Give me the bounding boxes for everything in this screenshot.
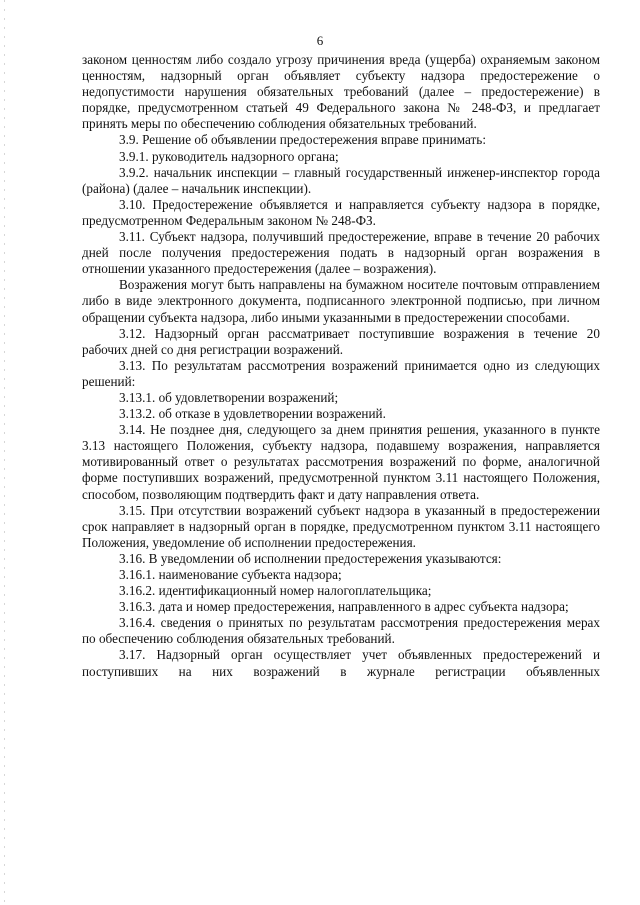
paragraph-3-9-2: 3.9.2. начальник инспекции – главный государственный инженер-инспектор города (района) (далее – начальник инспекции). [82,164,600,196]
paragraph-objections: Возражения могут быть направлены на бумажном носителе почтовым отправлением либо в виде электронного документа, подписанного электронной подписью, при личном обращении субъекта надзора, либо иными указанными в предостережении способами. [82,277,600,325]
paragraph-3-9-1: 3.9.1. руководитель надзорного органа; [119,148,339,164]
paragraph-continuation: законом ценностям либо создало угрозу причинения вреда (ущерба) охраняемым законом ценностям, надзорный орган объявляет субъекту надзора предостережение о недопустимости нарушения обязательных требований (далее – предостережение) в порядке, предусмотренном статьей 49 Федерального закона № 248-ФЗ, и предлагает принять меры по обеспечению соблюдения обязательных требований. [82,52,600,132]
paragraph-3-13-2: 3.13.2. об отказе в удовлетворении возражений. [119,406,386,422]
paragraph-3-16-1: 3.16.1. наименование субъекта надзора; [119,567,342,582]
paragraph-3-16-4: 3.16.4. сведения о принятых по результатам рассмотрения предостережения мерах по обеспечению соблюдения обязательных требований. [82,615,600,647]
paragraph-3-14: 3.14. Не позднее дня, следующего за днем принятия решения, указанного в пункте 3.13 настоящего Положения, субъекту надзора, подавшему возражения, направляется мотивированный ответ о результатах рассмотрения возражений по форме, аналогичной форме поступивших возражений, предусмотренной пунктом 3.11 настоящего Положения, способом, позволяющим подтвердить факт и дату направления ответа. [82,422,600,502]
paragraph-3-17: 3.17. Надзорный орган осуществляет учет объявленных предостережений и поступивших на них возражений в журнале регистрации объявленных [82,647,600,679]
page-number: 6 [316,33,324,48]
paragraph-3-16: 3.16. В уведомлении об исполнении предостережения указываются: [119,550,502,566]
paragraph-3-13: 3.13. По результатам рассмотрения возражений принимается одно из следующих решений: [82,357,600,389]
paragraph-3-16-3: 3.16.3. дата и номер предостережения, направленного в адрес субъекта надзора; [119,599,569,615]
paragraph-3-13-1: 3.13.1. об удовлетворении возражений; [119,389,339,405]
paragraph-3-10: 3.10. Предостережение объявляется и направляется субъекту надзора в порядке, предусмотренном Федеральным законом № 248-ФЗ. [82,196,600,228]
document-body [82,52,600,680]
paragraph-3-16-2: 3.16.2. идентификационный номер налогоплательщика; [119,583,432,599]
paragraph-3-9: 3.9. Решение об объявлении предостережения вправе принимать: [119,132,486,148]
paragraph-3-11: 3.11. Субъект надзора, получивший предостережение, вправе в течение 20 рабочих дней после получения предостережения подать в надзорный орган возражения в отношении указанного предостережения (далее – возражения). [82,229,600,277]
scan-edge-mark [4,0,5,905]
paragraph-3-15: 3.15. При отсутствии возражений субъект надзора в указанный в предостережении срок направляет в надзорный орган в порядке, предусмотренном пунктом 3.11 настоящего Положения, уведомление об исполнении предостережения. [82,502,600,550]
paragraph-3-12: 3.12. Надзорный орган рассматривает поступившие возражения в течение 20 рабочих дней со дня регистрации возражений. [82,325,600,357]
